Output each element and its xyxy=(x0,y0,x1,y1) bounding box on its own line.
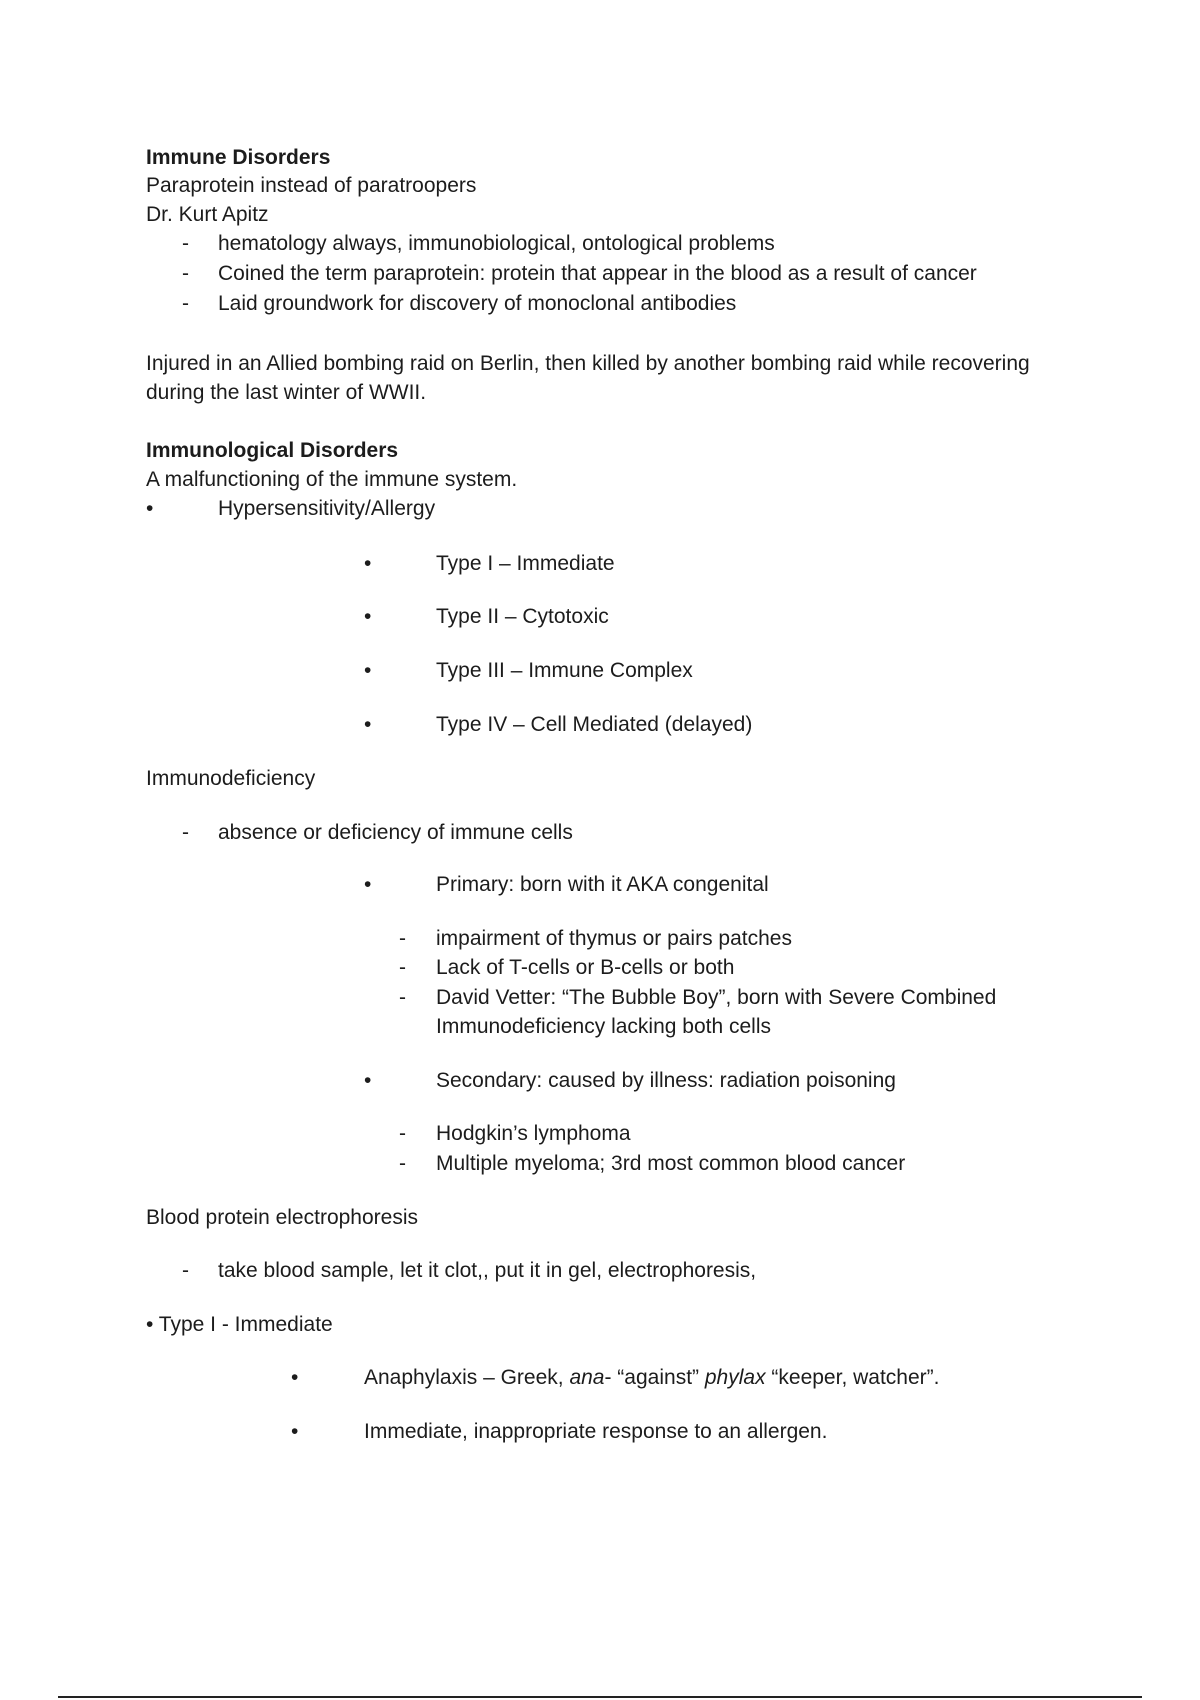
bullet-marker: • xyxy=(364,713,372,736)
list-item: Hodgkin’s lymphoma xyxy=(436,1122,631,1145)
paragraph-line: Injured in an Allied bombing raid on Berlin, then killed by another bombing raid while recovering xyxy=(146,352,1030,375)
dash-marker: - xyxy=(182,821,189,844)
heading-immunodeficiency: Immunodeficiency xyxy=(146,767,316,790)
heading-type-i: • Type I - Immediate xyxy=(146,1313,333,1336)
list-item: Coined the term paraprotein: protein that appear in the blood as a result of cancer xyxy=(218,262,977,285)
list-item: Lack of T-cells or B-cells or both xyxy=(436,956,735,979)
list-item: take blood sample, let it clot,, put it in gel, electrophoresis, xyxy=(218,1259,757,1282)
list-item: impairment of thymus or pairs patches xyxy=(436,927,792,950)
bullet-marker: • xyxy=(291,1420,299,1443)
list-item-secondary: Secondary: caused by illness: radiation poisoning xyxy=(436,1069,896,1092)
list-item-type: Type III – Immune Complex xyxy=(436,659,693,682)
bottom-divider xyxy=(58,1696,1142,1698)
italic-term-ana: ana xyxy=(569,1366,605,1389)
heading-immune-disorders: Immune Disorders xyxy=(146,146,331,169)
heading-electrophoresis: Blood protein electrophoresis xyxy=(146,1206,418,1229)
bullet-marker: • xyxy=(364,605,372,628)
dash-marker: - xyxy=(399,927,406,950)
heading-immunological-disorders: Immunological Disorders xyxy=(146,439,399,462)
dash-marker: - xyxy=(399,1122,406,1145)
bullet-marker: • xyxy=(364,659,372,682)
dash-marker: - xyxy=(399,1152,406,1175)
text-run: - “against” xyxy=(604,1366,705,1389)
bullet-marker: • xyxy=(364,552,372,575)
text-run: Anaphylaxis – Greek, xyxy=(364,1366,570,1389)
list-item-anaphylaxis xyxy=(364,1364,939,1392)
dash-marker: - xyxy=(182,232,189,255)
list-item: Multiple myeloma; 3rd most common blood cancer xyxy=(436,1152,906,1175)
dash-marker: - xyxy=(182,262,189,285)
list-item-primary: Primary: born with it AKA congenital xyxy=(436,873,769,896)
dash-marker: - xyxy=(399,956,406,979)
list-item-continuation: Immunodeficiency lacking both cells xyxy=(436,1015,771,1038)
bullet-marker: • xyxy=(364,873,372,896)
bullet-marker: • xyxy=(146,497,154,520)
list-item: David Vetter: “The Bubble Boy”, born with Severe Combined xyxy=(436,986,997,1009)
dash-marker: - xyxy=(182,1259,189,1282)
list-item: Immediate, inappropriate response to an allergen. xyxy=(364,1420,828,1443)
text-run: “keeper, watcher”. xyxy=(765,1366,940,1389)
subtitle: Paraprotein instead of paratroopers xyxy=(146,174,477,197)
list-item-type: Type IV – Cell Mediated (delayed) xyxy=(436,713,753,736)
description: A malfunctioning of the immune system. xyxy=(146,468,518,491)
paragraph-line: during the last winter of WWII. xyxy=(146,381,427,404)
person-name: Dr. Kurt Apitz xyxy=(146,203,269,226)
italic-term-phylax: phylax xyxy=(704,1366,766,1389)
list-item-hypersensitivity: Hypersensitivity/Allergy xyxy=(218,497,436,520)
dash-marker: - xyxy=(182,292,189,315)
list-item: Laid groundwork for discovery of monoclonal antibodies xyxy=(218,292,737,315)
dash-marker: - xyxy=(399,986,406,1009)
list-item: hematology always, immunobiological, ontological problems xyxy=(218,232,775,255)
bullet-marker: • xyxy=(364,1069,372,1092)
bullet-marker: • xyxy=(291,1366,299,1389)
list-item-type: Type I – Immediate xyxy=(436,552,615,575)
list-item-type: Type II – Cytotoxic xyxy=(436,605,609,628)
list-item: absence or deficiency of immune cells xyxy=(218,821,573,844)
